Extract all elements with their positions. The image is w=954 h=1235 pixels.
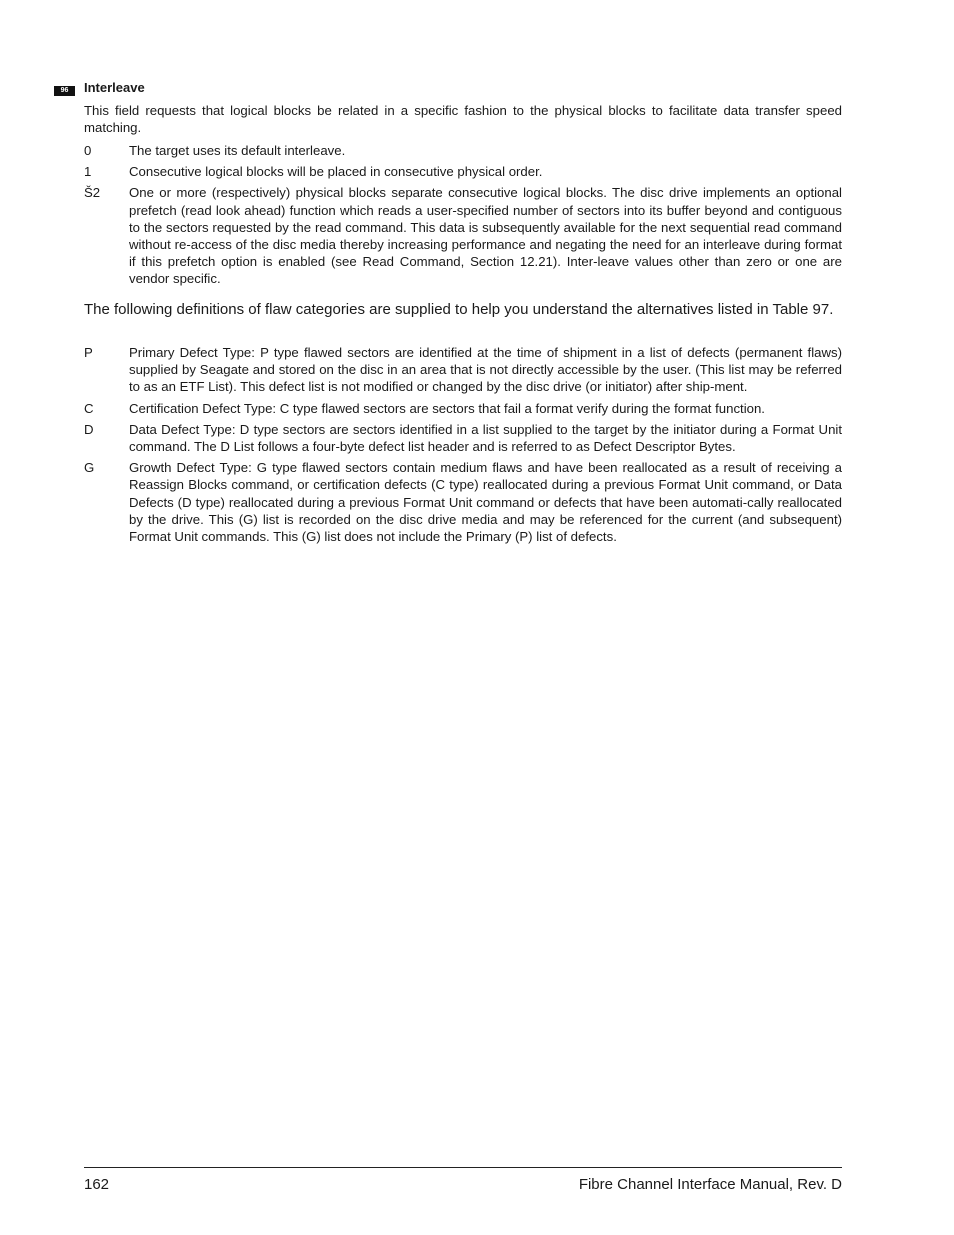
margin-tag: 96 [54,86,75,96]
category-key: D [84,421,94,437]
category-text: Certification Defect Type: C type flawed sectors are sectors that fail a format verify during the format function. [129,400,765,416]
footer-divider [84,1167,842,1168]
category-key: C [84,400,94,416]
flaw-categories-list [84,344,842,545]
category-text: Data Defect Type: D type sectors are sectors identified in a list supplied to the target by the initiator during a Format Unit command. The D List follows a four-byte defect list header and is referred to as Defect Descriptor Bytes. [129,421,842,455]
list-item [84,400,842,417]
category-key: P [84,345,93,360]
page-number: 162 [84,1176,110,1193]
category-text: Primary Defect Type: P type flawed sectors are identified at the time of shipment in a list of defects (permanent flaws) supplied by Seagate and stored on the disc in an area that is not directly accessible by the user. (This list may be referred to as an ETF List). This defect list is not modified or changed by the disc drive (or initiator) after ship-ment. [129,345,842,395]
interleave-description: This field requests that logical blocks be related in a specific fashion to the physical blocks to facilitate data transfer speed matching. [84,103,842,136]
list-item [84,142,842,159]
value-text: One or more (respectively) physical blocks separate consecutive logical blocks. The disc drive implements an optional prefetch (read look ahead) function which reads a user-specified number of sectors into its buffer beyond and contiguous to the sectors requested by the read command. This data is subsequently available for the next sequential read command without re-access of the disc media thereby increasing performance and negating the need for an interleave during format if this prefetch option is enabled (see Read Command, Section 12.21). Inter-leave values other than zero or one are vendor specific. [129,185,842,287]
flaw-intro: The following definitions of flaw categories are supplied to help you understand the alternatives listed in Table 97. [84,301,834,318]
category-key: G [84,460,95,476]
value-text: Consecutive logical blocks will be placed in consecutive physical order. [129,164,543,180]
value-key: 0 [84,143,92,158]
list-item [84,459,842,545]
interleave-values-list [84,142,842,288]
list-item [84,421,842,455]
value-key: Š2 [84,185,101,201]
list-item [84,163,842,180]
section-heading: Interleave [84,80,145,95]
list-item [84,344,842,396]
value-key: 1 [84,164,92,180]
list-item [84,184,842,287]
value-text: The target uses its default interleave. [129,143,346,158]
manual-title: Fibre Channel Interface Manual, Rev. D [578,1176,842,1193]
interleave-description-block [84,102,842,136]
category-text: Growth Defect Type: G type flawed sectors contain medium flaws and have been reallocated as a result of receiving a Reassign Blocks command, or certification defects (C type) reallocated during a previous Format Unit command, or Data Defects (D type) reallocated during a previous Format Unit command or defects that have been automati-cally reallocated by the drive. This (G) list is recorded on the disc drive media and may be referenced for the current (and subsequent) Format Unit commands. This (G) list does not include the Primary (P) list of defects. [129,460,842,545]
